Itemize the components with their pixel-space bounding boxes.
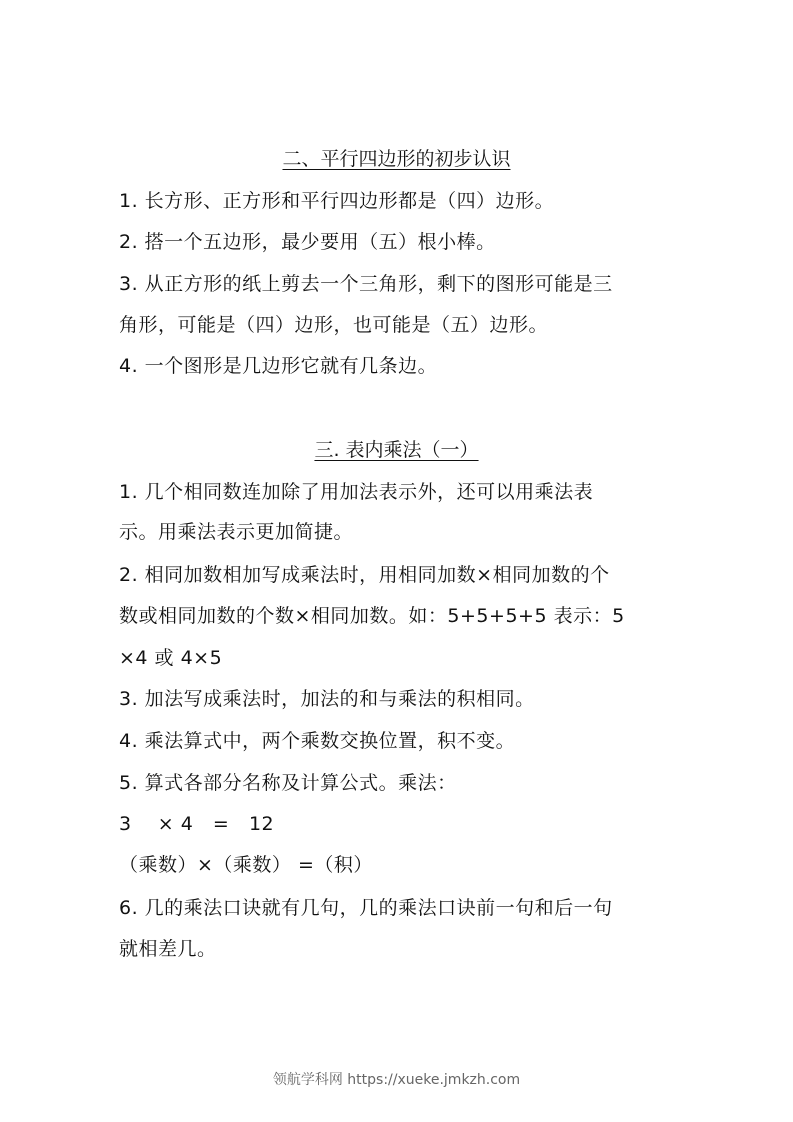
text-line: 1. 几个相同数连加除了用加法表示外，还可以用乘法表 (119, 481, 594, 503)
text-line: 就相差几。 (119, 938, 217, 960)
formula-line: 3 × 4 = 12 (119, 813, 275, 835)
section-title: 三. 表内乘法（一） (314, 439, 479, 461)
text-line: 5. 算式各部分名称及计算公式。乘法： (119, 772, 457, 794)
footer-watermark: 领航学科网 https://xueke.jmkzh.com (272, 1072, 521, 1088)
section-heading-multiplication (0, 438, 793, 462)
text-line: 4. 乘法算式中，两个乘数交换位置，积不变。 (119, 730, 516, 752)
text-line: 示。用乘法表示更加简捷。 (119, 521, 354, 543)
text-line: 角形，可能是（四）边形，也可能是（五）边形。 (119, 314, 549, 336)
section-title: 二、平行四边形的初步认识 (282, 148, 511, 170)
text-line: 1. 长方形、正方形和平行四边形都是（四）边形。 (119, 190, 555, 212)
text-line: 数或相同加数的个数×相同加数。如：5+5+5+5 表示：5 (119, 605, 625, 627)
text-line: 3. 从正方形的纸上剪去一个三角形，剩下的图形可能是三 (119, 273, 613, 295)
section-heading-parallelogram (0, 147, 793, 171)
text-line: 3. 加法写成乘法时，加法的和与乘法的积相同。 (119, 688, 535, 710)
text-line: ×4 或 4×5 (119, 647, 223, 669)
text-line: 2. 搭一个五边形，最少要用（五）根小棒。 (119, 231, 496, 253)
text-line: 6. 几的乘法口诀就有几句，几的乘法口诀前一句和后一句 (119, 897, 613, 919)
text-line: 2. 相同加数相加写成乘法时，用相同加数×相同加数的个 (119, 564, 610, 586)
text-line: 4. 一个图形是几边形它就有几条边。 (119, 355, 438, 377)
formula-names-line: （乘数）×（乘数） =（积） (119, 854, 373, 876)
